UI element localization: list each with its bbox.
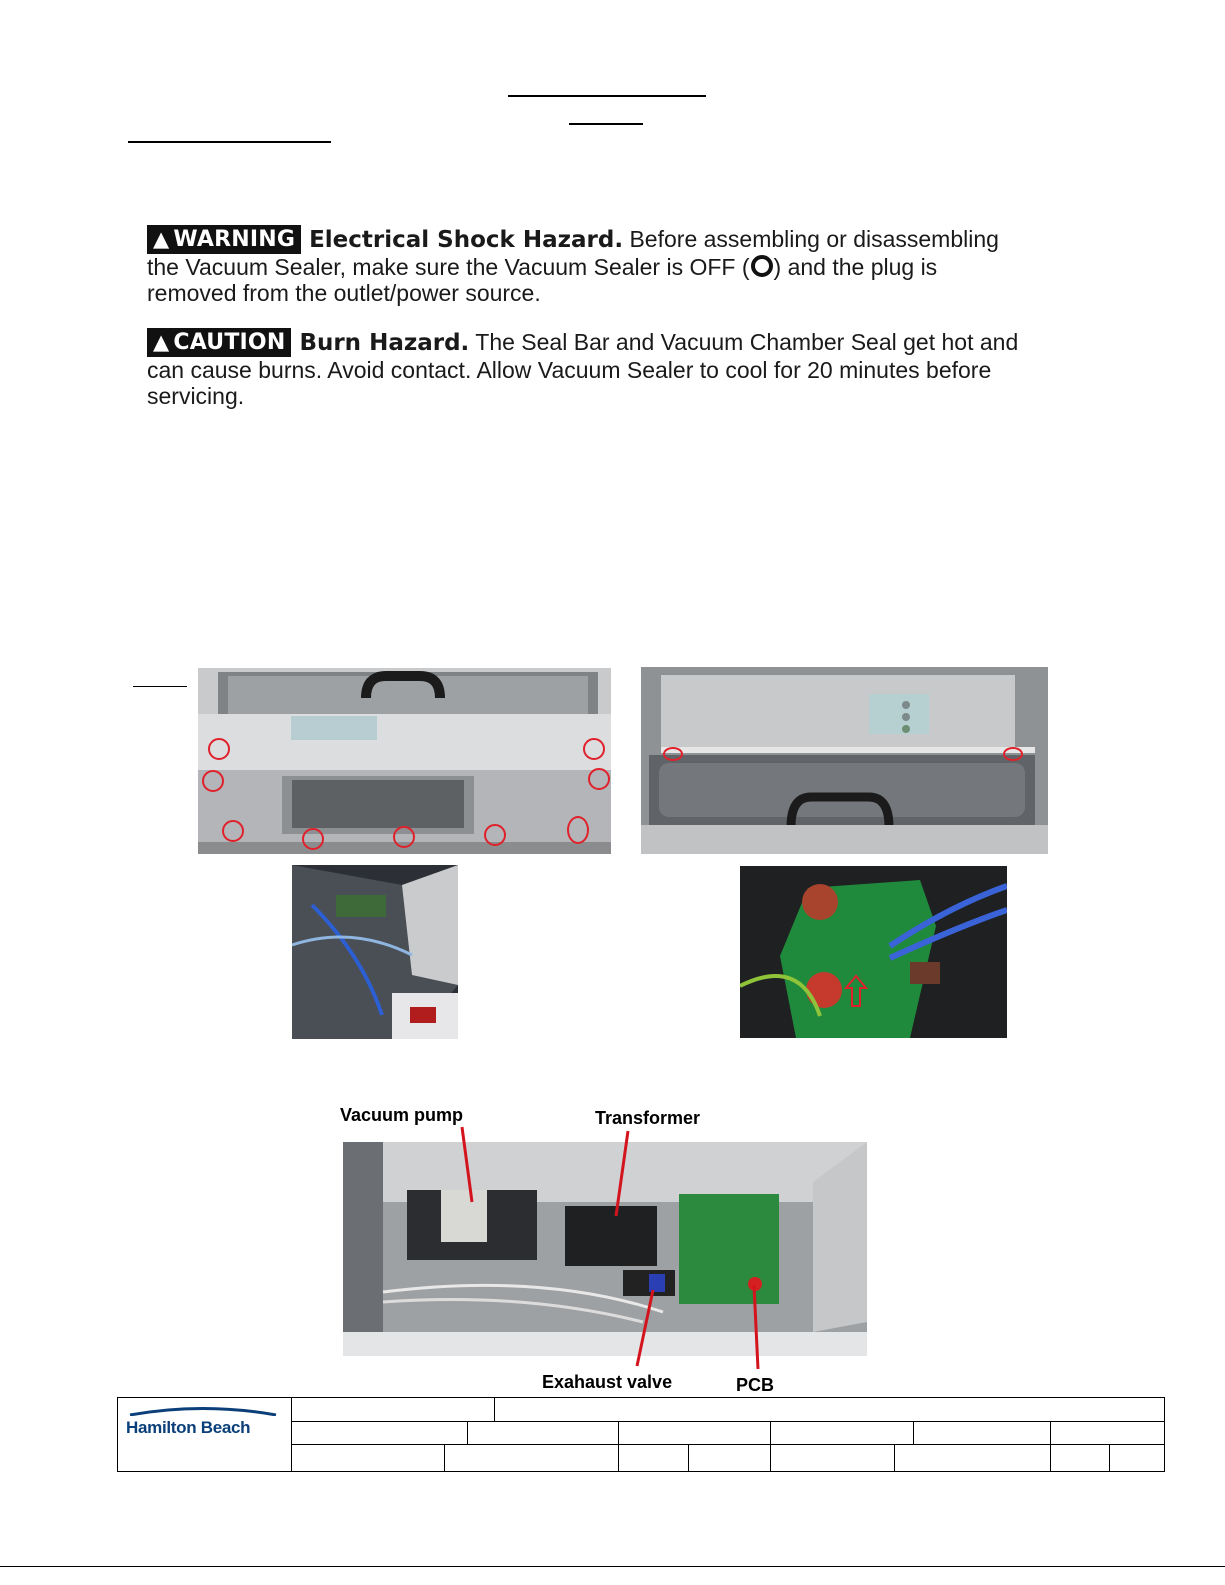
footer-cell-divider bbox=[618, 1421, 619, 1444]
brand-name: Hamilton Beach bbox=[126, 1418, 251, 1437]
caution-title: Burn Hazard. bbox=[299, 330, 470, 356]
footer-cell-divider bbox=[444, 1444, 445, 1471]
caution-triangle-icon: ▲ bbox=[153, 330, 170, 354]
footer-cell-divider bbox=[291, 1398, 292, 1471]
footer-cell-divider bbox=[913, 1421, 914, 1444]
callout-transformer: Transformer bbox=[595, 1108, 701, 1128]
footer-row-divider bbox=[291, 1421, 1164, 1422]
footer-cell-divider bbox=[1050, 1421, 1051, 1444]
footer-cell-divider bbox=[467, 1421, 468, 1444]
footer-row-divider bbox=[291, 1444, 1164, 1445]
footer-cell-divider bbox=[618, 1444, 619, 1471]
caution-text: The Seal Bar and Vacuum Chamber Seal get hot and can cause burns. Avoid contact. Allow Vacuum Sealer to cool for 20 minutes before servicing. bbox=[147, 329, 1019, 409]
footer-cell-divider bbox=[494, 1398, 495, 1421]
footer-cell-divider bbox=[1050, 1444, 1051, 1471]
leader-pcb bbox=[754, 1285, 758, 1369]
callout-exhaust-valve: Exahaust valve bbox=[542, 1372, 673, 1392]
footer-title-block bbox=[117, 1397, 1165, 1472]
page-bottom-rule bbox=[0, 1566, 1225, 1567]
brand-logo bbox=[126, 1406, 284, 1438]
footer-cell-divider bbox=[894, 1444, 895, 1471]
footer-cell-divider bbox=[688, 1444, 689, 1471]
warning-triangle-icon: ▲ bbox=[153, 227, 170, 251]
leader-exhaust-valve bbox=[637, 1290, 653, 1366]
callout-pcb: PCB bbox=[736, 1375, 775, 1395]
warning-text-1: Before assembling or disassembling the Vacuum Sealer, make sure the Vacuum Sealer is OFF ( bbox=[147, 226, 999, 280]
logo-arc-icon bbox=[128, 1406, 278, 1416]
callout-vacuum-pump: Vacuum pump bbox=[340, 1105, 464, 1125]
leader-vacuum-pump bbox=[462, 1127, 472, 1202]
warning-title: Electrical Shock Hazard. bbox=[309, 227, 624, 253]
leader-transformer bbox=[616, 1131, 628, 1216]
caution-tag: ▲ CAUTION bbox=[147, 328, 291, 357]
footer-cell-divider bbox=[770, 1444, 771, 1471]
warning-tag: ▲ WARNING bbox=[147, 225, 301, 254]
warning-text-2: ) and the plug is removed from the outlet/power source. bbox=[147, 254, 938, 306]
footer-cell-divider bbox=[770, 1421, 771, 1444]
footer-cell-divider bbox=[1109, 1444, 1110, 1471]
